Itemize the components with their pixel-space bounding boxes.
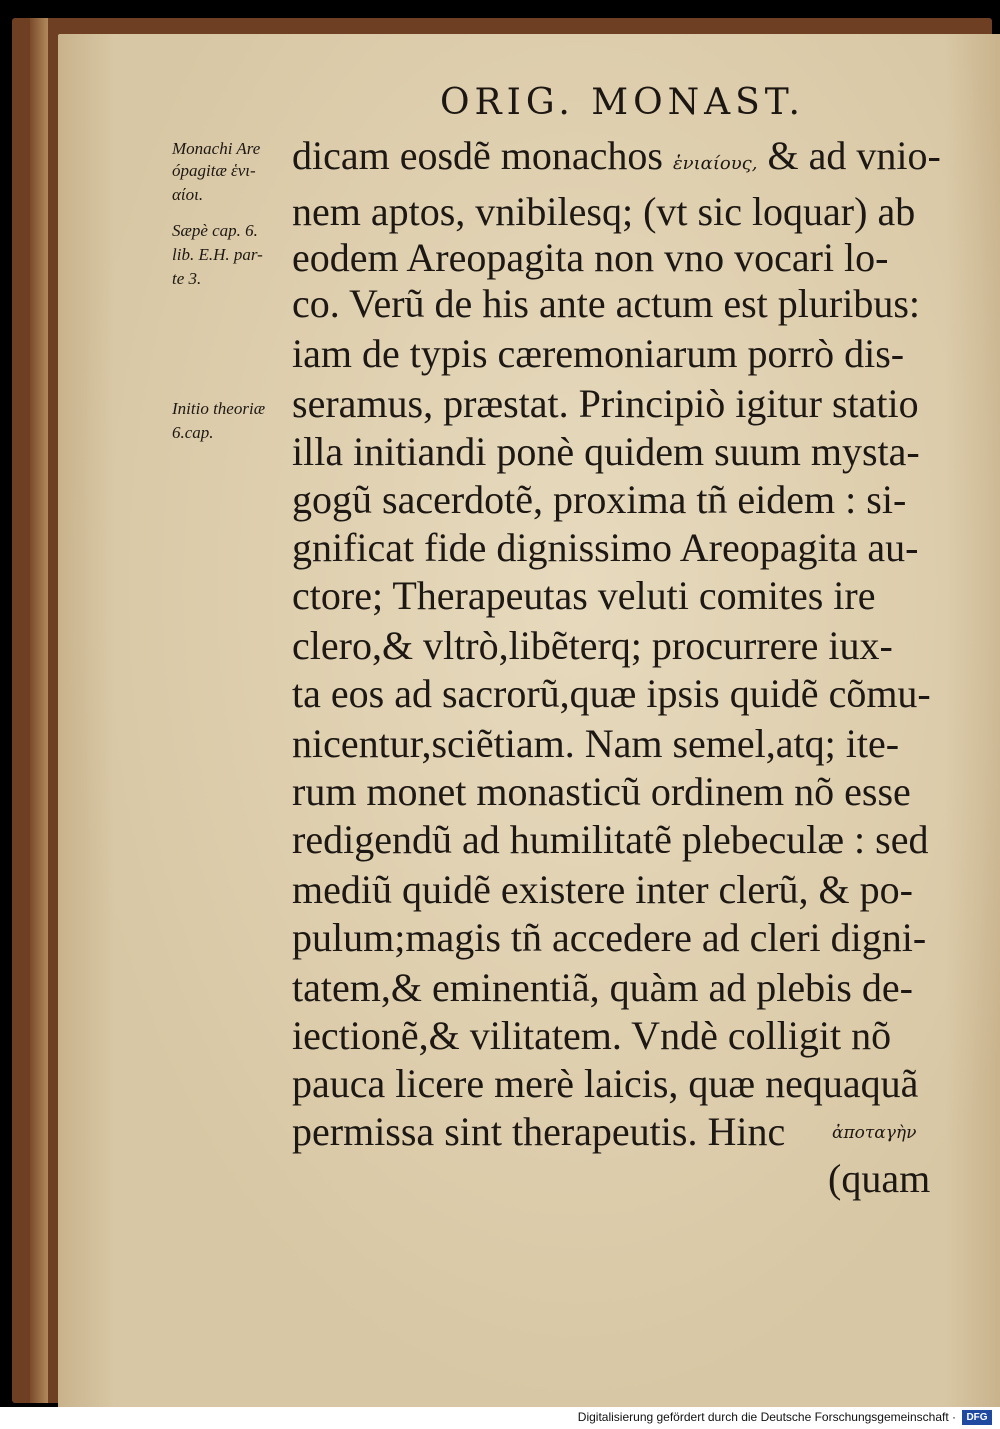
- body-line: clero,& vltrò,libẽterq; procurrere iux-: [292, 623, 893, 668]
- margin-note-line: Monachi Are: [172, 139, 261, 158]
- body-line: eodem Areopagita non vno vocari lo-: [292, 235, 889, 280]
- body-line: gogũ sacerdotẽ, proxima tñ eidem : si-: [292, 477, 907, 522]
- footer-credit: Digitalisierung gefördert durch die Deutsche Forschungsgemeinschaft ·: [577, 1410, 956, 1424]
- body-line: rum monet monasticũ ordinem nõ esse: [292, 769, 911, 814]
- greek-word: ἑνιαίους,: [673, 153, 758, 174]
- margin-note-line: ópagitæ ἑνι-: [172, 161, 256, 180]
- body-line: iectionẽ,& vilitatem. Vndè colligit nõ: [292, 1013, 892, 1058]
- body-line: pulum;magis tñ accedere ad cleri digni-: [292, 915, 927, 960]
- margin-note-line: Initio theoriæ: [172, 399, 266, 418]
- margin-note-line: αίοι.: [172, 185, 204, 204]
- body-line: iam de typis cæremoniarum porrò dis-: [292, 331, 905, 376]
- body-line: permissa sint therapeutis. Hinc: [292, 1109, 786, 1154]
- body-line-tail: & ad vnio-: [767, 133, 941, 178]
- catchword: (quam: [828, 1156, 931, 1201]
- body-line: gnificat fide dignissimo Areopagita au-: [292, 525, 919, 570]
- dfg-logo-icon: DFG: [962, 1410, 992, 1425]
- body-line-text: dicam eosdẽ monachos: [292, 133, 663, 178]
- book-spine-gutter: [30, 18, 48, 1403]
- body-line-1: [292, 133, 941, 178]
- body-line: nem aptos, vnibilesq; (vt sic loquar) ab: [292, 189, 916, 234]
- body-line: co. Verũ de his ante actum est pluribus:: [292, 281, 921, 326]
- margin-note-line: te 3.: [172, 269, 202, 288]
- greek-word: ἀποταγὴν: [832, 1123, 917, 1143]
- body-line: ta eos ad sacrorũ,quæ ipsis quidẽ cõmu-: [292, 671, 931, 716]
- footer-bar: [0, 1407, 1000, 1429]
- body-line: pauca licere merè laicis, quæ nequaquã: [292, 1061, 919, 1106]
- body-line: tatem,& eminentiã, quàm ad plebis de-: [292, 965, 913, 1010]
- body-line: illa initiandi ponè quidem suum mysta-: [292, 429, 920, 474]
- body-line: redigendũ ad humilitatẽ plebeculæ : sed: [292, 817, 929, 862]
- body-line: ctore; Therapeutas veluti comites ire: [292, 573, 876, 618]
- margin-note-line: lib. E.H. par-: [172, 245, 263, 264]
- body-line: mediũ quidẽ existere inter clerũ, & po-: [292, 867, 913, 912]
- margin-note-line: Sæpè cap. 6.: [172, 221, 258, 240]
- running-head: ORIG. MONAST.: [440, 82, 805, 123]
- margin-note-line: 6.cap.: [172, 423, 214, 442]
- body-line: nicentur,sciẽtiam. Nam semel,atq; ite-: [292, 721, 900, 766]
- body-line: seramus, præstat. Principiò igitur statio: [292, 381, 919, 426]
